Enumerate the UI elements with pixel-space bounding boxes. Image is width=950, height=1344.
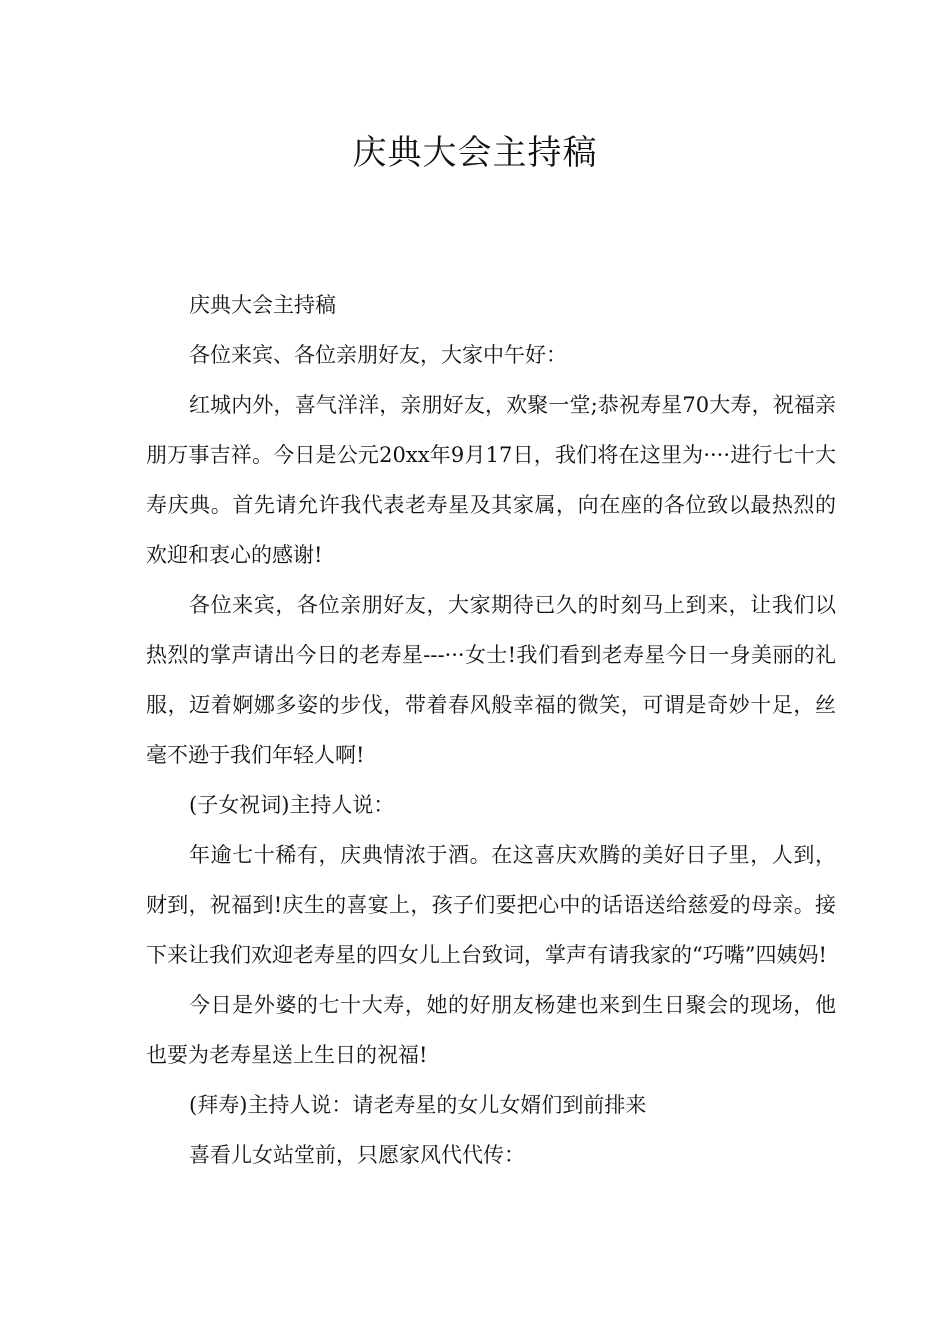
paragraph-friend-blessing: 今日是外婆的七十大寿，她的好朋友杨建也来到生日聚会的现场，他也要为老寿星送上生日的祝福! (146, 993, 836, 1067)
paragraph-opening: 红城内外，喜气洋洋，亲朋好友，欢聚一堂;恭祝寿星70大寿，祝福亲朋万事吉祥。今日是公元20xx年9月17日，我们将在这里为····进行七十大寿庆典。首先请允许我代表老寿星及其家属，向在座的各位致以最热烈的欢迎和衷心的感谢! (146, 393, 836, 567)
paragraph-heading: 庆典大会主持稿 (189, 293, 336, 317)
paragraph-birthday-bow-cue: (拜寿)主持人说：请老寿星的女儿女婿们到前排来 (189, 1093, 647, 1117)
paragraph-children-speech-cue: (子女祝词)主持人说： (189, 793, 395, 817)
paragraph-verse: 喜看儿女站堂前，只愿家风代代传： (189, 1143, 525, 1167)
paragraph-children-speech: 年逾七十稀有，庆典情浓于酒。在这喜庆欢腾的美好日子里，人到，财到，祝福到!庆生的喜宴上，孩子们要把心中的话语送给慈爱的母亲。接下来让我们欢迎老寿星的四女儿上台致词，掌声有请我家的“巧嘴”四姨妈! (146, 843, 836, 967)
document-title: 庆典大会主持稿 (352, 133, 598, 173)
paragraph-introduce-honoree: 各位来宾，各位亲朋好友，大家期待已久的时刻马上到来，让我们以热烈的掌声请出今日的老寿星---···女士!我们看到老寿星今日一身美丽的礼服，迈着婀娜多姿的步伐，带着春风般幸福的微笑，可谓是奇妙十足，丝毫不逊于我们年轻人啊! (146, 593, 836, 767)
document-body (146, 280, 836, 1180)
paragraph-greeting: 各位来宾、各位亲朋好友，大家中午好： (189, 343, 567, 367)
